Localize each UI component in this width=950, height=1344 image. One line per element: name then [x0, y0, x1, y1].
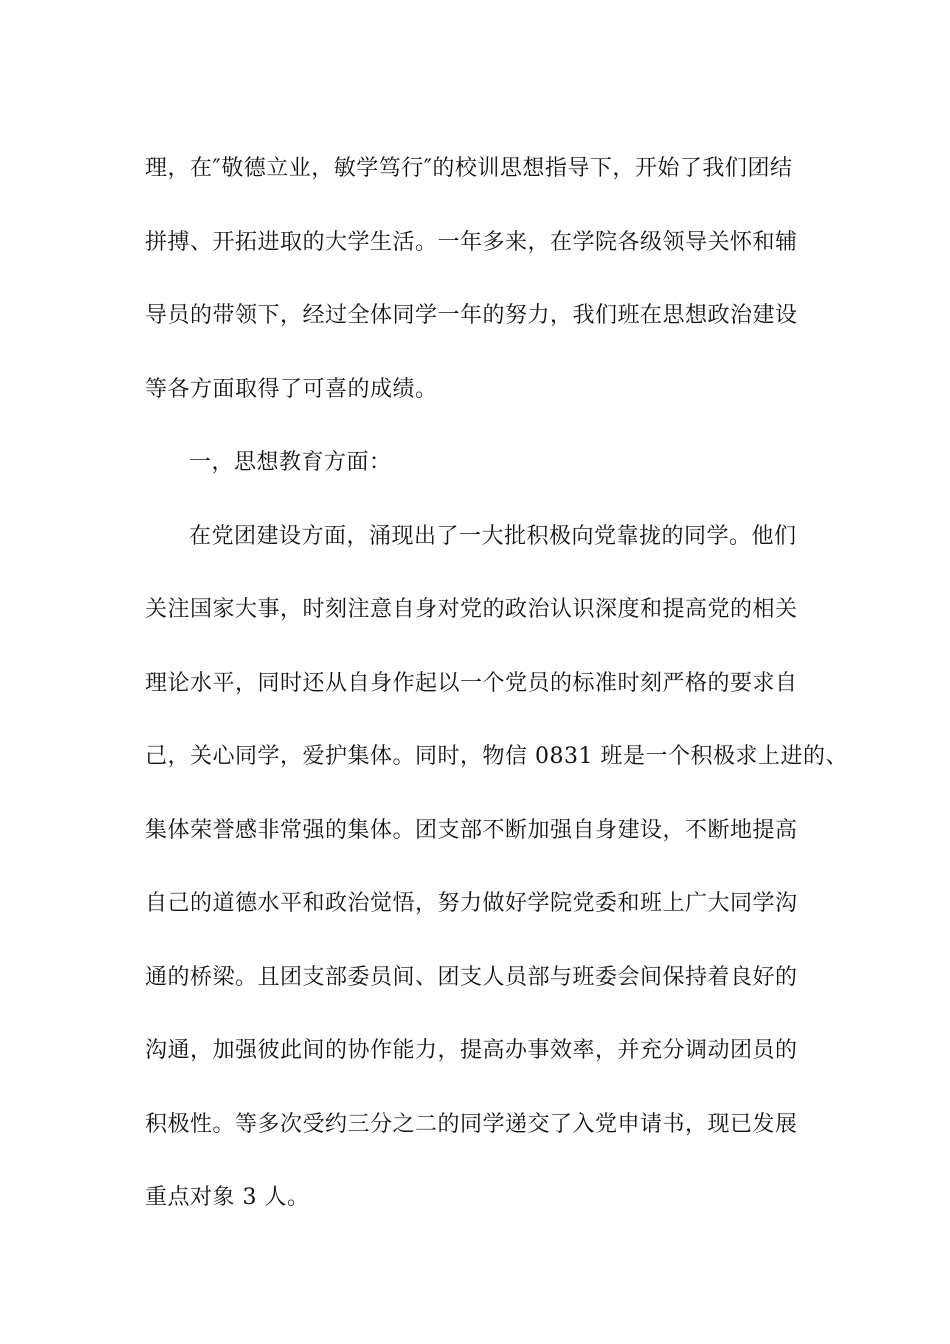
text-line: 理论水平，同时还从自身作起以一个党员的标准时刻严格的要求自 — [145, 670, 798, 696]
text-line: 沟通，加强彼此间的协作能力，提高办事效率，并充分调动团员的 — [145, 1038, 798, 1063]
text-line: 理，在″敬德立业，敏学笃行″的校训思想指导下，开始了我们团结 — [145, 156, 793, 181]
text-line: 己，关心同学，爱护集体。同时，物信 0831 班是一个积极求上进的、 — [145, 744, 848, 769]
text-line: 积极性。等多次受约三分之二的同学递交了入党申请书，现已发展 — [145, 1111, 798, 1137]
text-line: 重点对象 3 人。 — [145, 1185, 310, 1210]
text-line: 关注国家大事，时刻注意自身对党的政治认识深度和提高党的相关 — [145, 597, 798, 622]
text-line: 导员的带领下，经过全体同学一年的努力，我们班在思想政治建设 — [145, 303, 798, 328]
document-body — [145, 132, 848, 1235]
text-line: 集体荣誉感非常强的集体。团支部不断加强自身建设，不断地提高 — [145, 817, 798, 843]
text-line: 在党团建设方面，涌现出了一大批积极向党靠拢的同学。他们 — [189, 523, 797, 549]
text-line: 等各方面取得了可喜的成绩。 — [145, 376, 438, 402]
section-heading: 一，思想教育方面： — [189, 450, 392, 475]
text-line: 拼搏、开拓进取的大学生活。一年多来，在学院各级领导关怀和辅 — [145, 229, 798, 255]
text-line: 通的桥梁。且团支部委员间、团支人员部与班委会间保持着良好的 — [145, 964, 798, 990]
text-line: 自己的道德水平和政治觉悟，努力做好学院党委和班上广大同学沟 — [145, 891, 798, 916]
